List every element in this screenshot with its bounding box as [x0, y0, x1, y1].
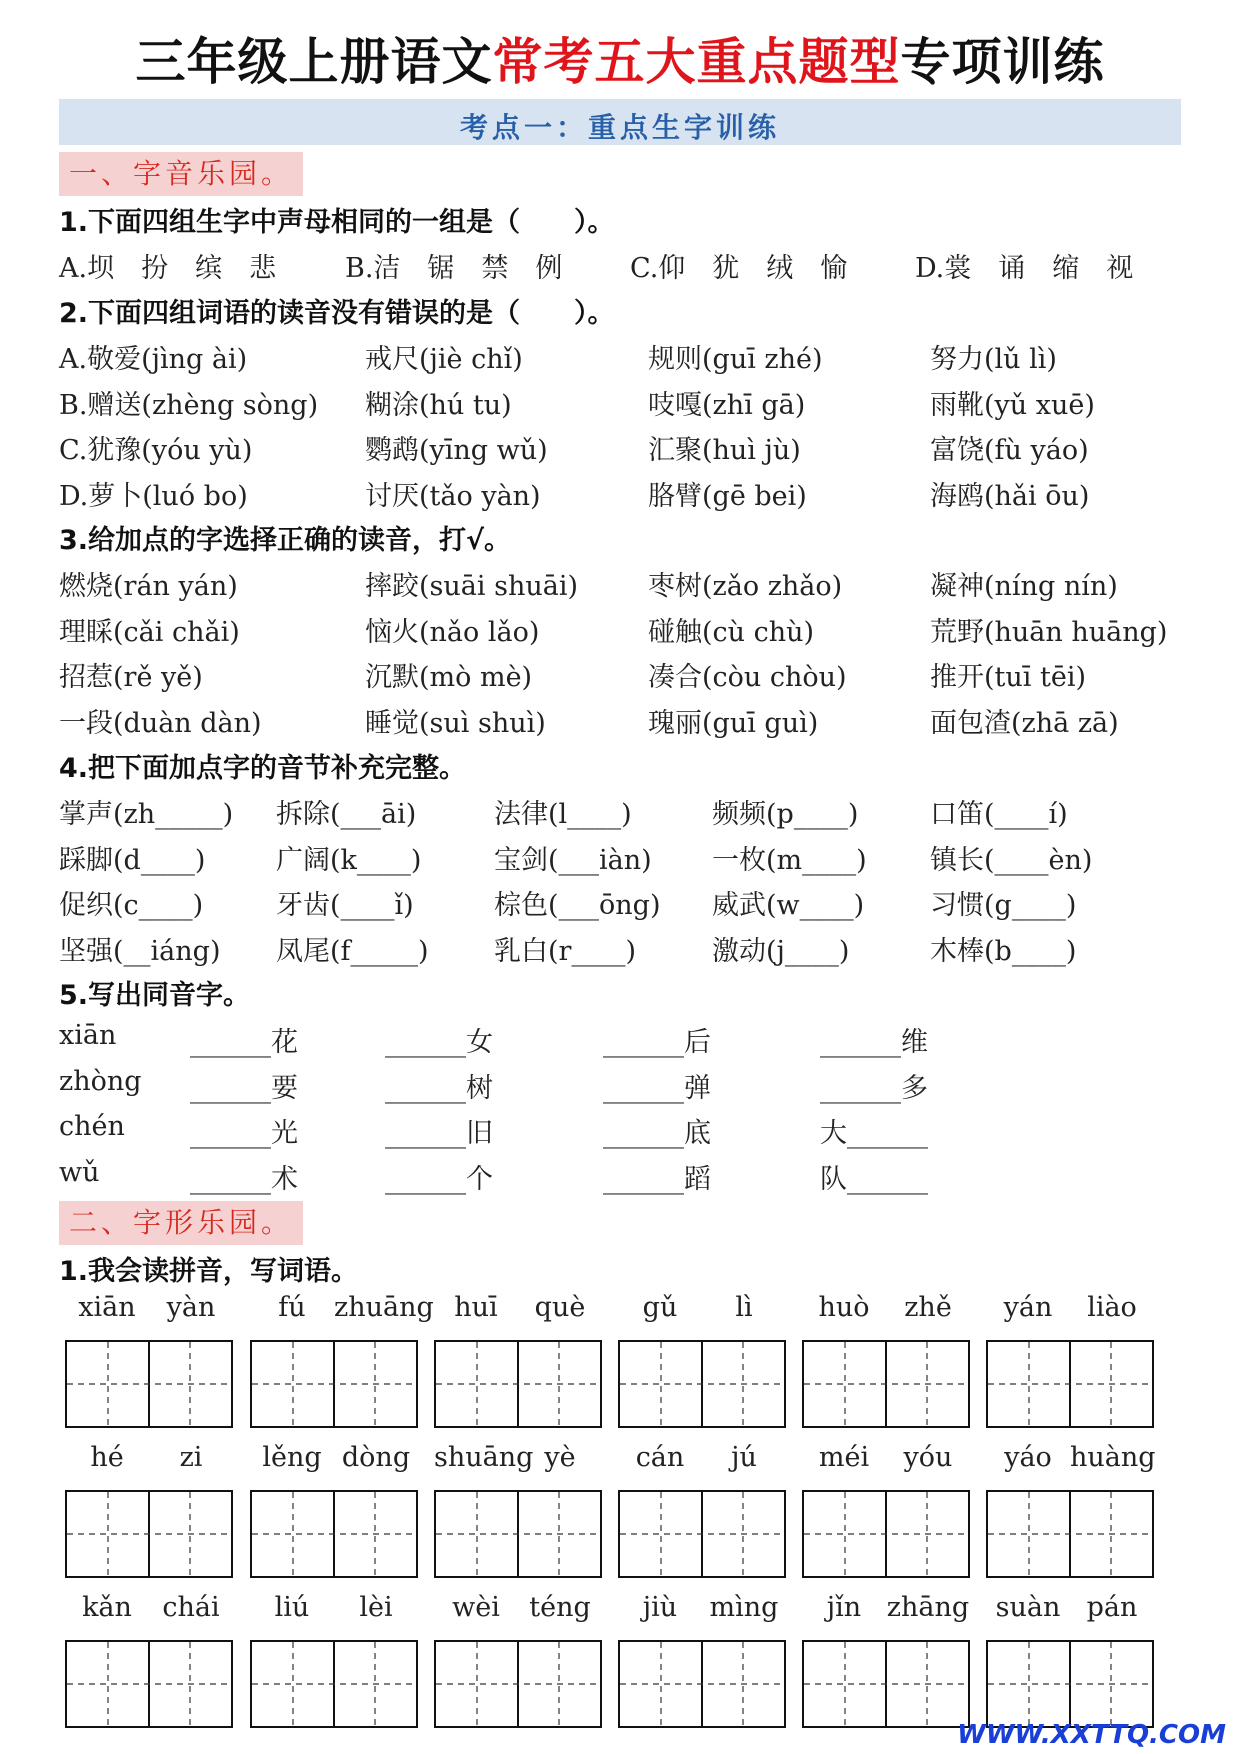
pinyin-syllable: liú: [274, 1592, 310, 1623]
q5-blank-item: ______光: [190, 1118, 298, 1149]
q1-option-b: B.洁 锯 禁 例: [345, 253, 563, 284]
q2-item: 鹦鹉(yīng wǔ): [365, 435, 548, 466]
watermark: WWW.XXTTQ.COM: [957, 1720, 1226, 1750]
writing-box: [802, 1490, 970, 1578]
pinyin-syllable: méi: [818, 1442, 870, 1473]
q1-option-c: C.仰 犹 绒 愉: [630, 253, 848, 284]
q2-item: 戒尺(jiè chǐ): [365, 344, 523, 375]
writing-box: [986, 1340, 1154, 1428]
q2-item: A.敬爱(jìng ài): [59, 344, 248, 375]
pinyin-syllable: yáo: [1004, 1442, 1052, 1473]
pinyin-syllable: lì: [735, 1292, 753, 1323]
q4-item: 广阔(k____): [276, 844, 422, 876]
q2-item: 糊涂(hú tu): [365, 389, 512, 421]
writing-box: [618, 1640, 786, 1728]
q3-item: 枣树(zǎo zhǎo): [648, 571, 843, 602]
q5-blank-item: ______底: [603, 1118, 711, 1149]
q5-blank-item: ______后: [603, 1027, 711, 1058]
pinyin-pair: [986, 1442, 1154, 1473]
q4-item: 凤尾(f_____): [276, 935, 429, 967]
q5-blank-item: ______术: [190, 1163, 298, 1195]
pinyin-syllable: lěng: [262, 1442, 322, 1473]
q4-item: 宝剑(___iàn): [494, 844, 652, 876]
q5-pinyin: wǔ: [59, 1156, 100, 1188]
page-title: [0, 22, 1240, 94]
q1-option-a: A.坝 扮 缤 悲: [59, 253, 277, 284]
q5-blank-item: ______维: [820, 1027, 928, 1058]
q5-blank-item: ______树: [385, 1072, 493, 1104]
pinyin-syllable: zhě: [904, 1292, 952, 1323]
pinyin-syllable: liào: [1087, 1292, 1137, 1323]
pinyin-syllable: zi: [179, 1442, 203, 1473]
q3-item: 沉默(mò mè): [365, 662, 533, 693]
writing-box: [65, 1490, 233, 1578]
q4-item: 踩脚(d____): [59, 844, 206, 876]
pinyin-syllable: yè: [544, 1442, 576, 1473]
pinyin-syllable: xiān: [78, 1292, 136, 1323]
q3-item: 面包渣(zhā zā): [930, 707, 1119, 739]
kaodian-title: 考点一：重点生字训练: [459, 111, 780, 144]
q5-pinyin: chén: [59, 1111, 125, 1142]
pinyin-pair: [65, 1592, 233, 1623]
q2-item: C.犹豫(yóu yù): [59, 435, 253, 466]
q4-item: 木棒(b____): [930, 935, 1077, 967]
pinyin-pair: [434, 1592, 602, 1623]
pinyin-syllable: zhuāng: [334, 1292, 434, 1323]
q4-item: 促织(c____): [59, 890, 204, 921]
q2-prompt: 2.下面四组词语的读音没有错误的是（ ）。: [59, 298, 615, 329]
q5-prompt: 5.写出同音字。: [59, 980, 251, 1011]
q3-prompt: 3.给加点的字选择正确的读音，打√。: [59, 525, 512, 556]
pinyin-pair: [802, 1292, 970, 1323]
q5-pinyin: zhòng: [59, 1065, 142, 1097]
q5-blank-item: ______旧: [385, 1118, 493, 1149]
pinyin-pair: [434, 1292, 602, 1323]
q2-item: D.萝卜(luó bo): [59, 480, 248, 512]
pinyin-syllable: zhāng: [886, 1592, 970, 1623]
pinyin-pair: [618, 1592, 786, 1623]
q3-item: 招惹(rě yě): [59, 662, 203, 693]
pinyin-syllable: pán: [1086, 1592, 1138, 1623]
pinyin-pair: [250, 1292, 434, 1323]
q5-blank-item: ______多: [820, 1072, 928, 1104]
pinyin-syllable: yóu: [903, 1442, 953, 1473]
title-part1: 三年级上册语文: [135, 33, 493, 91]
q2-item: 富饶(fù yáo): [930, 435, 1089, 466]
q3-item: 恼火(nǎo lǎo): [365, 616, 540, 648]
q2-item: 雨靴(yǔ xuē): [930, 389, 1095, 421]
q3-item: 摔跤(suāi shuāi): [365, 571, 578, 602]
q4-item: 拆除(___āi): [276, 799, 417, 830]
q2-item: 努力(lǔ lì): [930, 344, 1057, 375]
pinyin-syllable: jǐn: [826, 1592, 862, 1623]
q4-item: 牙齿(____ǐ): [276, 890, 414, 921]
q5-blank-item: ______弹: [603, 1072, 711, 1104]
writing-box: [434, 1340, 602, 1428]
q2-item: 胳臂(gē bei): [648, 480, 807, 512]
q4-item: 棕色(___ōng): [494, 890, 661, 921]
pinyin-pair: [250, 1592, 418, 1623]
pinyin-syllable: yàn: [166, 1292, 216, 1323]
q4-item: 一枚(m____): [712, 844, 867, 876]
pinyin-syllable: què: [534, 1292, 586, 1323]
writing-box: [434, 1490, 602, 1578]
writing-box: [65, 1340, 233, 1428]
q4-item: 乳白(r____): [494, 935, 636, 967]
pinyin-syllable: fú: [278, 1292, 306, 1323]
section-1-heading: 一、字音乐园。: [59, 152, 303, 196]
pinyin-syllable: dòng: [341, 1442, 411, 1473]
q3-item: 碰触(cù chù): [648, 616, 815, 648]
pinyin-syllable: chái: [162, 1592, 220, 1623]
q3-item: 凝神(níng nín): [930, 571, 1118, 602]
title-part3: 专项训练: [900, 33, 1105, 91]
pinyin-syllable: lèi: [359, 1592, 393, 1623]
pinyin-pair: [250, 1442, 418, 1473]
q3-item: 荒野(huān huāng): [930, 616, 1168, 648]
pinyin-syllable: suàn: [995, 1592, 1061, 1623]
q3-item: 推开(tuī tēi): [930, 662, 1086, 693]
pinyin-pair: [618, 1442, 786, 1473]
q5-pinyin: xiān: [59, 1020, 117, 1051]
writing-box: [802, 1340, 970, 1428]
writing-box: [250, 1340, 418, 1428]
q1-option-d: D.裳 诵 缩 视: [915, 253, 1134, 284]
pinyin-syllable: cán: [635, 1442, 685, 1473]
q3-item: 瑰丽(guī guì): [648, 707, 819, 739]
pinyin-syllable: huī: [454, 1292, 498, 1323]
q4-item: 坚强(__iáng): [59, 935, 221, 967]
q5-blank-item: ______要: [190, 1072, 298, 1104]
q5-blank-item: 队______: [820, 1163, 928, 1195]
pinyin-pair: [434, 1442, 602, 1473]
pinyin-syllable: kǎn: [82, 1592, 132, 1623]
writing-box: [434, 1640, 602, 1728]
q5-blank-item: ______个: [385, 1163, 493, 1195]
pinyin-syllable: jú: [731, 1442, 757, 1473]
q4-item: 习惯(g____): [930, 890, 1077, 921]
pinyin-syllable: huò: [818, 1292, 870, 1323]
q5-blank-item: ______花: [190, 1027, 298, 1058]
q2-item: 海鸥(hǎi ōu): [930, 480, 1090, 512]
writing-box: [618, 1340, 786, 1428]
q4-item: 掌声(zh_____): [59, 799, 234, 830]
pinyin-syllable: gǔ: [642, 1292, 678, 1323]
q4-item: 激动(j____): [712, 935, 850, 967]
pinyin-syllable: huàng: [1070, 1442, 1156, 1473]
q3-item: 理睬(cǎi chǎi): [59, 616, 240, 648]
writing-box: [986, 1490, 1154, 1578]
q4-item: 口笛(____í): [930, 799, 1068, 830]
pinyin-pair: [986, 1292, 1154, 1323]
pinyin-syllable: hé: [90, 1442, 124, 1473]
q2-item: B.赠送(zhèng sòng): [59, 389, 319, 421]
q3-item: 凑合(còu chòu): [648, 662, 847, 693]
writing-box: [250, 1640, 418, 1728]
q3-item: 睡觉(suì shuì): [365, 707, 546, 739]
q5-blank-item: 大______: [820, 1118, 928, 1149]
pinyin-pair: [802, 1592, 970, 1623]
writing-box: [802, 1640, 970, 1728]
pinyin-pair: [65, 1442, 233, 1473]
q6-prompt: 1.我会读拼音，写词语。: [59, 1256, 359, 1287]
writing-box: [250, 1490, 418, 1578]
q4-item: 法律(l____): [494, 799, 632, 830]
q2-item: 汇聚(huì jù): [648, 435, 801, 466]
writing-box: [986, 1640, 1154, 1728]
pinyin-pair: [65, 1292, 233, 1323]
section-2-heading: 二、字形乐园。: [59, 1201, 303, 1245]
q1-prompt: 1.下面四组生字中声母相同的一组是（ ）。: [59, 207, 615, 238]
q2-item: 讨厌(tǎo yàn): [365, 480, 541, 512]
q2-item: 规则(guī zhé): [648, 344, 823, 375]
pinyin-syllable: téng: [529, 1592, 591, 1623]
pinyin-syllable: wèi: [452, 1592, 500, 1623]
q3-item: 燃烧(rán yán): [59, 571, 238, 602]
pinyin-syllable: yán: [1003, 1292, 1053, 1323]
pinyin-syllable: mìng: [709, 1592, 779, 1623]
q4-prompt: 4.把下面加点字的音节补充完整。: [59, 753, 467, 784]
q4-item: 频频(p____): [712, 799, 859, 830]
pinyin-pair: [986, 1592, 1154, 1623]
pinyin-syllable: jiù: [642, 1592, 678, 1623]
pinyin-pair: [618, 1292, 786, 1323]
q4-item: 镇长(____èn): [930, 844, 1093, 876]
writing-box: [65, 1640, 233, 1728]
pinyin-pair: [802, 1442, 970, 1473]
title-part2: 常考五大重点题型: [492, 33, 901, 91]
q2-item: 吱嘎(zhī gā): [648, 389, 806, 421]
q3-item: 一段(duàn dàn): [59, 707, 262, 739]
q5-blank-item: ______蹈: [603, 1163, 711, 1195]
q5-blank-item: ______女: [385, 1027, 493, 1058]
writing-box: [618, 1490, 786, 1578]
q4-item: 威武(w____): [712, 890, 865, 921]
pinyin-syllable: shuāng: [434, 1442, 534, 1473]
